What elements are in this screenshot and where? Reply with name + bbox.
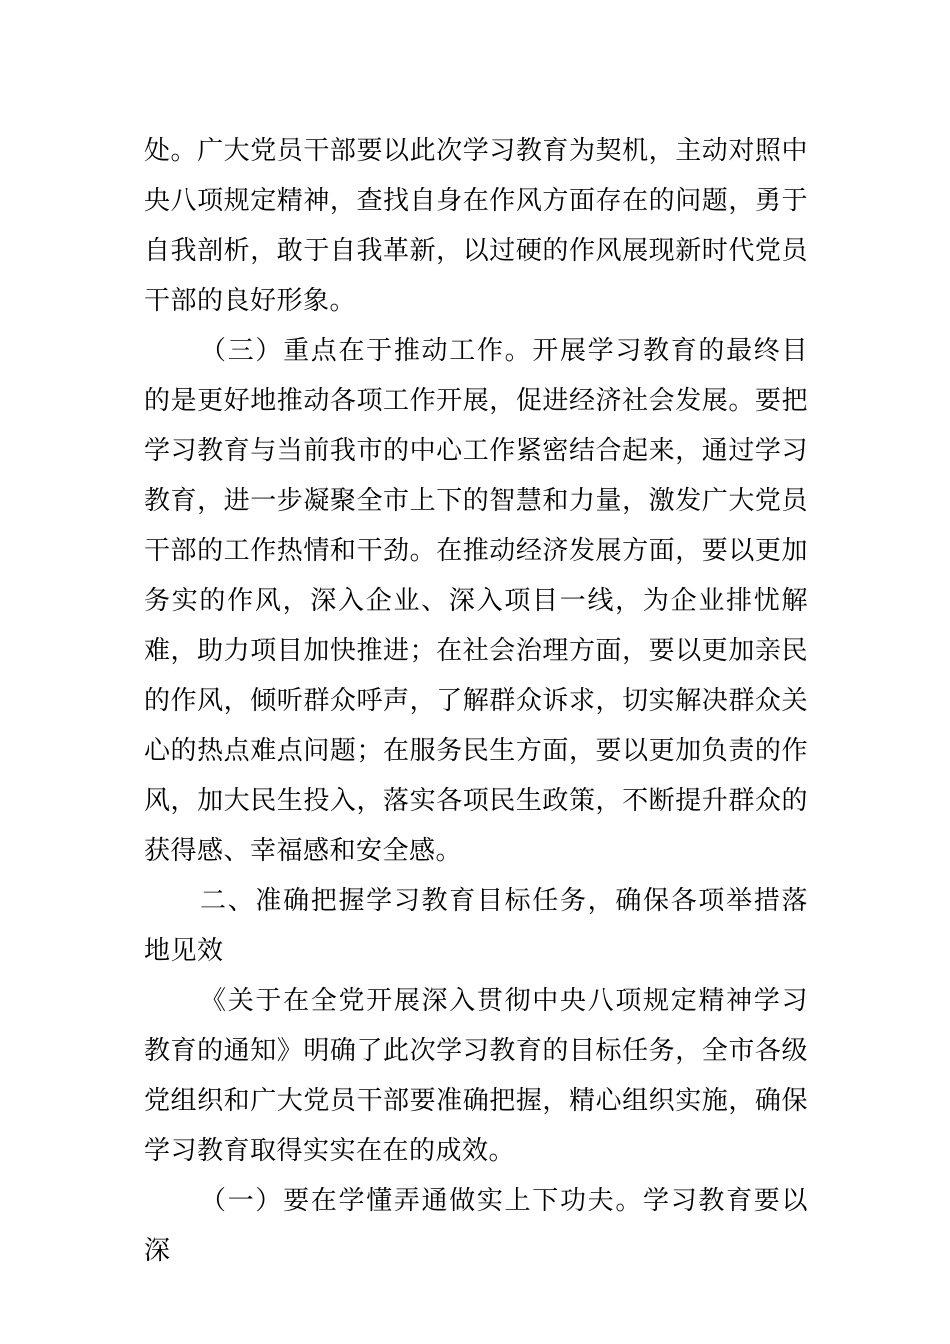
paragraph-continuation: 处。广大党员干部要以此次学习教育为契机，主动对照中央八项规定精神，查找自身在作风方面存在的问题，勇于自我剖析，敢于自我革新，以过硬的作风展现新时代党员干部的良好形象。 — [144, 136, 808, 316]
paragraph-section-three: （三）重点在于推动工作。开展学习教育的最终目的是更好地推动各项工作开展，促进经济社会发展。要把学习教育与当前我市的中心工作紧密结合起来，通过学习教育，进一步凝聚全市上下的智慧和力量，激发广大党员干部的工作热情和干劲。在推动经济发展方面，要以更加务实的作风，深入企业、深入项目一线，为企业排忧解难，助力项目加快推进；在社会治理方面，要以更加亲民的作风，倾听群众呼声，了解群众诉求，切实解决群众关心的热点难点问题；在服务民生方面，要以更加负责的作风，加大民生投入，落实各项民生政策，不断提升群众的获得感、幸福感和安全感。 — [144, 336, 808, 866]
paragraph-subsection-one: （一）要在学懂弄通做实上下功夫。学习教育要以深 — [144, 1186, 808, 1266]
section-heading-two: 二、准确把握学习教育目标任务，确保各项举措落地见效 — [144, 886, 808, 966]
paragraph-notice-intro: 《关于在全党开展深入贯彻中央八项规定精神学习教育的通知》明确了此次学习教育的目标任务，全市各级党组织和广大党员干部要准确把握，精心组织实施，确保学习教育取得实实在在的成效。 — [144, 986, 808, 1166]
document-body — [144, 126, 808, 1276]
